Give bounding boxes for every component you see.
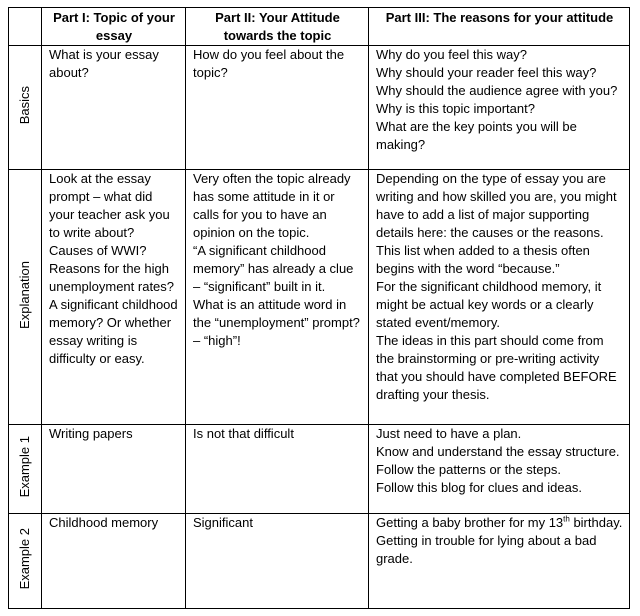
cell-text: Look at the essay prompt – what did your teacher ask you to write about? Causes of WWI? Reasons for the high unemployment rates? A significant childhood memory? Or whether essay writing is difficulty or easy. [49,171,178,366]
row-label: Basics [17,85,32,125]
cell-example1-reasons [369,425,630,514]
cell-text: Very often the topic already has some attitude in it or calls for you to have an opinion on the topic. [193,171,351,240]
cell-basics-topic [42,46,186,170]
cell-text: “A significant childhood memory” has already a clue – “significant” built in it. [193,243,354,294]
text-run: Getting a baby brother for my 13 [376,515,564,530]
cell-text: Know and understand the essay structure. [376,444,620,459]
row-label-cell [9,170,42,425]
cell-example2-reasons [369,514,630,609]
cell-text: Follow the patterns or the steps. [376,462,561,477]
table-row-example-2 [9,514,630,609]
cell-example2-topic [42,514,186,609]
cell-text: How do you feel about the topic? [193,47,345,80]
header-row [9,8,630,46]
text-run: birthday. [569,515,623,530]
essay-thesis-table [8,7,630,609]
cell-basics-reasons [369,46,630,170]
cell-text: Getting in trouble for lying about a bad grade. [376,533,597,566]
cell-explanation-reasons [369,170,630,425]
cell-text: The ideas in this part should come from the brainstorming or pre-writing activity that you should have completed BEFORE drafting your thesis. [376,333,617,402]
row-label: Example 1 [17,435,32,498]
cell-example2-attitude [186,514,369,609]
cell-text: For the significant childhood memory, it might be actual key words or a clearly stated event/memory. [376,279,602,330]
cell-text: Just need to have a plan. [376,426,522,441]
cell-text: Significant [193,515,253,530]
cell-explanation-attitude [186,170,369,425]
cell-text: Is not that difficult [193,426,294,441]
row-label-cell [9,514,42,609]
table-row-example-1 [9,425,630,514]
cell-text: Writing papers [49,426,133,441]
cell-text: What is your essay about? [49,47,159,80]
cell-text: Why should the audience agree with you? [376,83,618,98]
cell-example1-topic [42,425,186,514]
table-row-basics [9,46,630,170]
cell-text: Childhood memory [49,515,159,530]
cell-basics-attitude [186,46,369,170]
cell-explanation-topic [42,170,186,425]
row-label-cell [9,46,42,170]
header-part-2: Part II: Your Attitude towards the topic [186,8,369,46]
cell-example1-attitude [186,425,369,514]
superscript: th [563,514,570,524]
header-part-1: Part I: Topic of your essay [42,8,186,46]
table-row-explanation [9,170,630,425]
corner-cell [9,8,42,46]
header-part-3: Part III: The reasons for your attitude [369,8,630,46]
cell-text: Follow this blog for clues and ideas. [376,480,582,495]
row-label: Example 2 [17,527,32,590]
cell-text: What are the key points you will be making? [376,119,577,152]
cell-text: Depending on the type of essay you are writing and how skilled you are, you might have to add a list of major supporting details here: the causes or the reasons. This list when added to a thesis often begins with the word “because.” [376,171,617,276]
row-label-cell [9,425,42,514]
row-label: Explanation [17,260,32,329]
cell-text: Why do you feel this way? [376,47,528,62]
cell-text: Why is this topic important? [376,101,535,116]
cell-text: Why should your reader feel this way? [376,65,597,80]
cell-text [376,514,623,532]
cell-text: What is an attitude word in the “unemployment” prompt? – “high”! [193,297,360,348]
